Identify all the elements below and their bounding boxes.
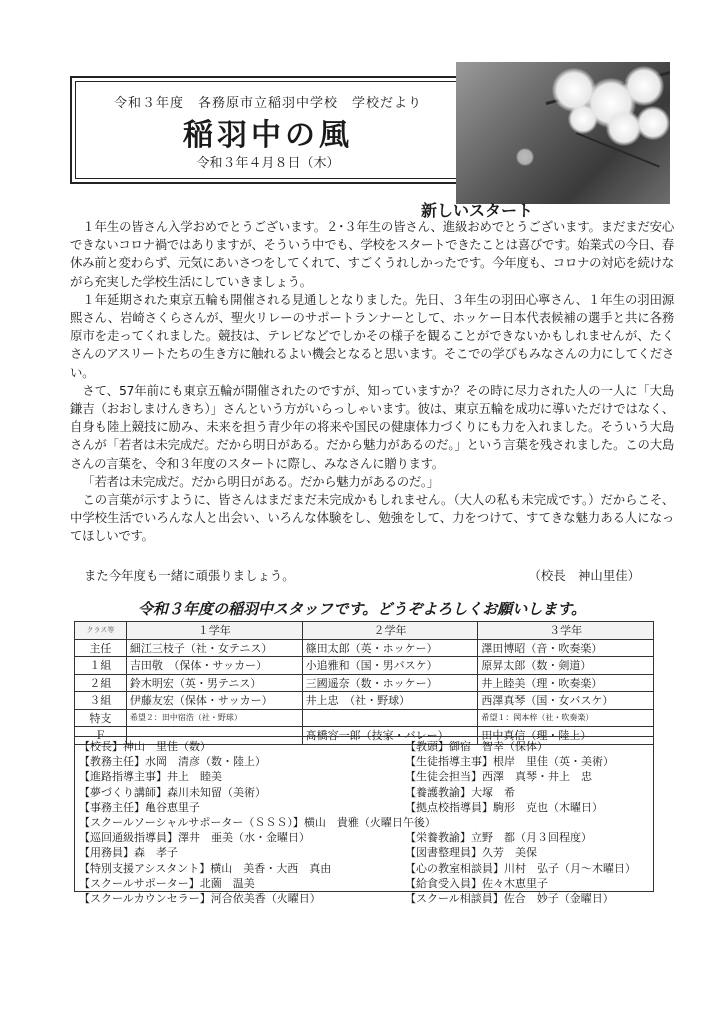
role-entry: 【栄養教諭】立野 都（月３回程度）: [405, 831, 592, 845]
issue-date: 令和３年４月８日（木）: [196, 156, 340, 171]
table-cell: 原昇太郎（数・剣道）: [478, 657, 654, 675]
role-entry: 【生徒指導主事】根岸 里佳（英・美術）: [405, 755, 614, 769]
roles-right-column: [405, 739, 653, 906]
masthead-subtitle: 令和３年度 各務原市立稲羽中学校 学校だより: [113, 96, 422, 111]
article-paragraph: さて、57年前にも東京五輪が開催されたのですが、知っていますか？その時に尽力された人の一人に「大島鎌吉（おおしまけんきち）」さんという方がいらっしゃいます。彼は、東京五輪を成功に導いただけではなく、自身も陸上競技に励み、未来を担う青少年の将来や国民の健康体力づくりにも力を入れました。そういう大島さんが「若者は未完成だ。だから明日がある。だから魅力があるのだ。」という言葉を残されました。この大島さんの言葉を、令和３年度のスタートに際し、みなさんに贈ります。: [70, 382, 674, 471]
role-entry: 【教頭】御宿 智幸（保体）: [405, 740, 548, 753]
role-entry: 【進路指導主事】井上 睦美: [79, 770, 222, 784]
role-entry: 【図書整理員】久芳 美保: [405, 846, 537, 860]
newsletter-title: 稲羽中の風: [183, 118, 353, 153]
role-entry: 【スクール相談員】佐合 妙子（金曜日）: [405, 891, 614, 905]
table-cell: 篠田太郎（英・ホッケー）: [302, 639, 478, 657]
table-cell: 澤田博昭（音・吹奏楽）: [478, 639, 654, 657]
closing-line: また今年度も一緒に頑張りましょう。: [84, 568, 295, 583]
table-cell: [302, 709, 478, 727]
role-entry: 【心の教室相談員】川村 弘子（月～木曜日）: [405, 861, 636, 875]
table-cell: 希望１：岡本梓（社・吹奏楽）: [478, 709, 654, 727]
table-cell: 希望２：田中宿浩（社・野球）: [126, 709, 302, 727]
table-cell: 井上忠 （社・野球）: [302, 692, 478, 710]
table-cell: 西澤真琴（国・女バスケ）: [478, 692, 654, 710]
grade-header: ２学年: [302, 622, 478, 640]
role-entry: 【生徒会担当】西澤 真琴・井上 忠: [405, 770, 592, 784]
role-entry: 【巡回通級指導員】澤井 亜美（水・金曜日）: [79, 831, 310, 845]
cherry-blossom-photo: [456, 62, 670, 204]
staff-table-header: [75, 622, 654, 640]
grade-header: ３学年: [478, 622, 654, 640]
roles-left-column: [79, 739, 436, 906]
table-row: [75, 674, 654, 692]
article-paragraph: この言葉が示すように、皆さんはまだまだ未完成かもしれません。（大人の私も未完成です。）だからこそ、中学校生活でいろんな人と出会い、いろんな体験をし、勉強をして、力をつけて、すてきな魅力ある人になってほしいです。: [70, 492, 674, 544]
table-cell: 鈴木明宏（英・男テニス）: [126, 674, 302, 692]
table-cell: 小追雅和（国・男バスケ）: [302, 657, 478, 675]
role-entry: 【事務主任】亀谷恵里子: [79, 800, 200, 814]
table-cell: 三國遥奈（数・ホッケー）: [302, 674, 478, 692]
role-entry: 【スクールソーシャルサポーター（ＳＳＳ）】横山 貴雅（火曜日午後）: [79, 815, 436, 829]
table-row: [75, 692, 654, 710]
role-entry: 【教務主任】水岡 清彦（数・陸上）: [79, 755, 266, 769]
article-quote: 「若者は未完成だ。だから明日がある。だから魅力があるのだ。」: [82, 473, 439, 489]
role-entry: 【養護教諭】大塚 希: [405, 785, 515, 799]
signature: （校長 神山里佳）: [528, 568, 640, 583]
role-entry: [405, 815, 653, 830]
role-entry: 【給食受入員】佐々木恵里子: [405, 876, 548, 890]
row-label: ２組: [75, 674, 127, 692]
table-cell: 伊藤友宏（保体・サッカー）: [126, 692, 302, 710]
role-entry: 【特別支援アシスタント】横山 美香・大西 真由: [79, 861, 332, 875]
article-paragraph: １年生の皆さん入学おめでとうございます。２･３年生の皆さん、進級おめでとうございます。まだまだ安心できないコロナ禍ではありますが、そういう中でも、学校をスタートできたことは喜びです。始業式の今日、春休み前と変わらず、元気にあいさつをしてくれて、すごくうれしかったです。今年度も、コロナの対応を続けながら充実した学校生活にしていきましょう。: [70, 219, 674, 289]
row-label: ３組: [75, 692, 127, 710]
article-body: [70, 218, 674, 546]
table-row: [75, 709, 654, 727]
role-entry: 【スクールサポーター】北薗 温美: [79, 876, 255, 890]
table-row: [75, 639, 654, 657]
corner-label: クラス等: [75, 622, 127, 640]
role-entry: 【スクールカウンセラー】河合依美香（火曜日）: [79, 891, 321, 905]
row-label: １組: [75, 657, 127, 675]
table-row: [75, 657, 654, 675]
table-cell: 吉田敬 （保体・サッカー）: [126, 657, 302, 675]
staff-roles-box: [74, 736, 654, 905]
row-label: 主任: [75, 639, 127, 657]
grade-header: １学年: [126, 622, 302, 640]
role-entry: 【夢づくり講師】森川未知留（美術）: [79, 785, 266, 799]
row-label: 特支: [75, 709, 127, 727]
row-label: Ｆ: [75, 727, 127, 745]
table-cell: 細江三枝子（社・女テニス）: [126, 639, 302, 657]
role-entry: 【用務員】森 孝子: [79, 846, 178, 860]
masthead: [70, 76, 466, 184]
role-entry: 【拠点校指導員】駒形 克也（木曜日）: [405, 800, 603, 814]
article-title: 新しいスタート: [420, 201, 533, 220]
table-cell: 田中真信（理・陸上）: [478, 727, 654, 745]
staff-table: [74, 621, 654, 745]
table-cell: 井上睦美（理・吹奏楽）: [478, 674, 654, 692]
table-cell: 髙橋容一郎（技家・バレー）: [302, 727, 478, 745]
article-paragraph: １年延期された東京五輪も開催される見通しとなりました。先日、３年生の羽田心寧さん、１年生の羽田源熙さん、岩崎さくらさんが、聖火リレーのサポートランナーとして、ホッケー日本代表候補の選手と共に各務原市を走ってくれました。競技は、テレビなどでしかその様子を観ることができないかもしれませんが、たくさんのアスリートたちの生き方に触れるよい機会となると思います。そこでの学びもみなさんの力にしてください。: [70, 291, 674, 380]
staff-section-title: 令和３年度の稲羽中スタッフです。どうぞよろしくお願いします。: [137, 600, 587, 618]
role-entry: 【校長】神山 里佳（数）: [79, 740, 211, 753]
